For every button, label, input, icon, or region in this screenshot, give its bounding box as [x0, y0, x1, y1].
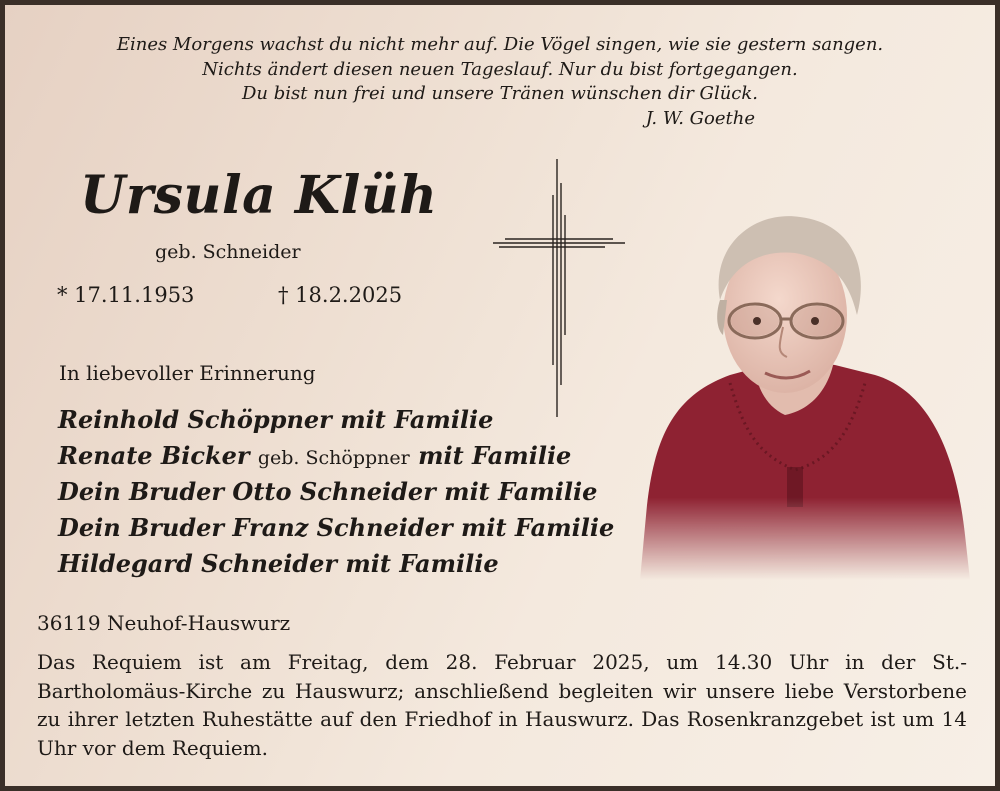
mourner-name: Dein Bruder Otto Schneider	[58, 477, 436, 506]
portrait-photo	[635, 205, 970, 580]
death-date: † 18.2.2025	[278, 283, 403, 307]
mourner	[58, 510, 614, 546]
mourner-suffix: mit Familie	[418, 441, 572, 470]
mourner-suffix: mit Familie	[345, 549, 499, 578]
mourner-name: Renate Bicker	[58, 441, 250, 470]
poem-line: Du bist nun frei und unsere Tränen wünschen dir Glück.	[241, 83, 758, 104]
place: 36119 Neuhof-Hauswurz	[37, 611, 291, 635]
poem	[5, 33, 995, 131]
mourner-name: Dein Bruder Franz Schneider	[58, 513, 453, 542]
mourner-note: geb. Schöppner	[257, 447, 410, 469]
obituary-card	[5, 5, 995, 786]
mourner-suffix: mit Familie	[340, 405, 494, 434]
deceased-name: Ursula Klüh	[80, 165, 438, 226]
birth-date: * 17.11.1953	[57, 283, 195, 307]
memorial-line: In liebevoller Erinnerung	[59, 361, 316, 385]
mourner	[58, 402, 614, 438]
mourner-list	[58, 402, 614, 582]
mourner-name: Hildegard Schneider	[58, 549, 337, 578]
poem-line: Eines Morgens wachst du nicht mehr auf. Die Vögel singen, wie sie gestern sangen.	[116, 34, 884, 55]
poem-author: J. W. Goethe	[645, 107, 755, 129]
mourner	[58, 546, 614, 582]
cross-icon	[485, 155, 630, 425]
mourner-name: Reinhold Schöppner	[58, 405, 332, 434]
mourner	[58, 474, 614, 510]
poem-line: Nichts ändert diesen neuen Tageslauf. Nur du bist fortgegangen.	[202, 58, 798, 80]
mourner-suffix: mit Familie	[460, 513, 615, 542]
mourner	[58, 438, 614, 474]
birth-name: geb. Schneider	[155, 241, 301, 263]
mourner-suffix: mit Familie	[444, 477, 598, 506]
service-details: Das Requiem ist am Freitag, dem 28. Februar 2025, um 14.30 Uhr in der St.-Bartholomäus-Kirche zu Hauswurz; anschließend begleiten wir unsere liebe Verstorbene zu ihrer letzten Ruhestätte auf den Friedhof in Hauswurz. Das Rosenkranzgebet ist um 14 Uhr vor dem Requiem.	[37, 650, 967, 760]
